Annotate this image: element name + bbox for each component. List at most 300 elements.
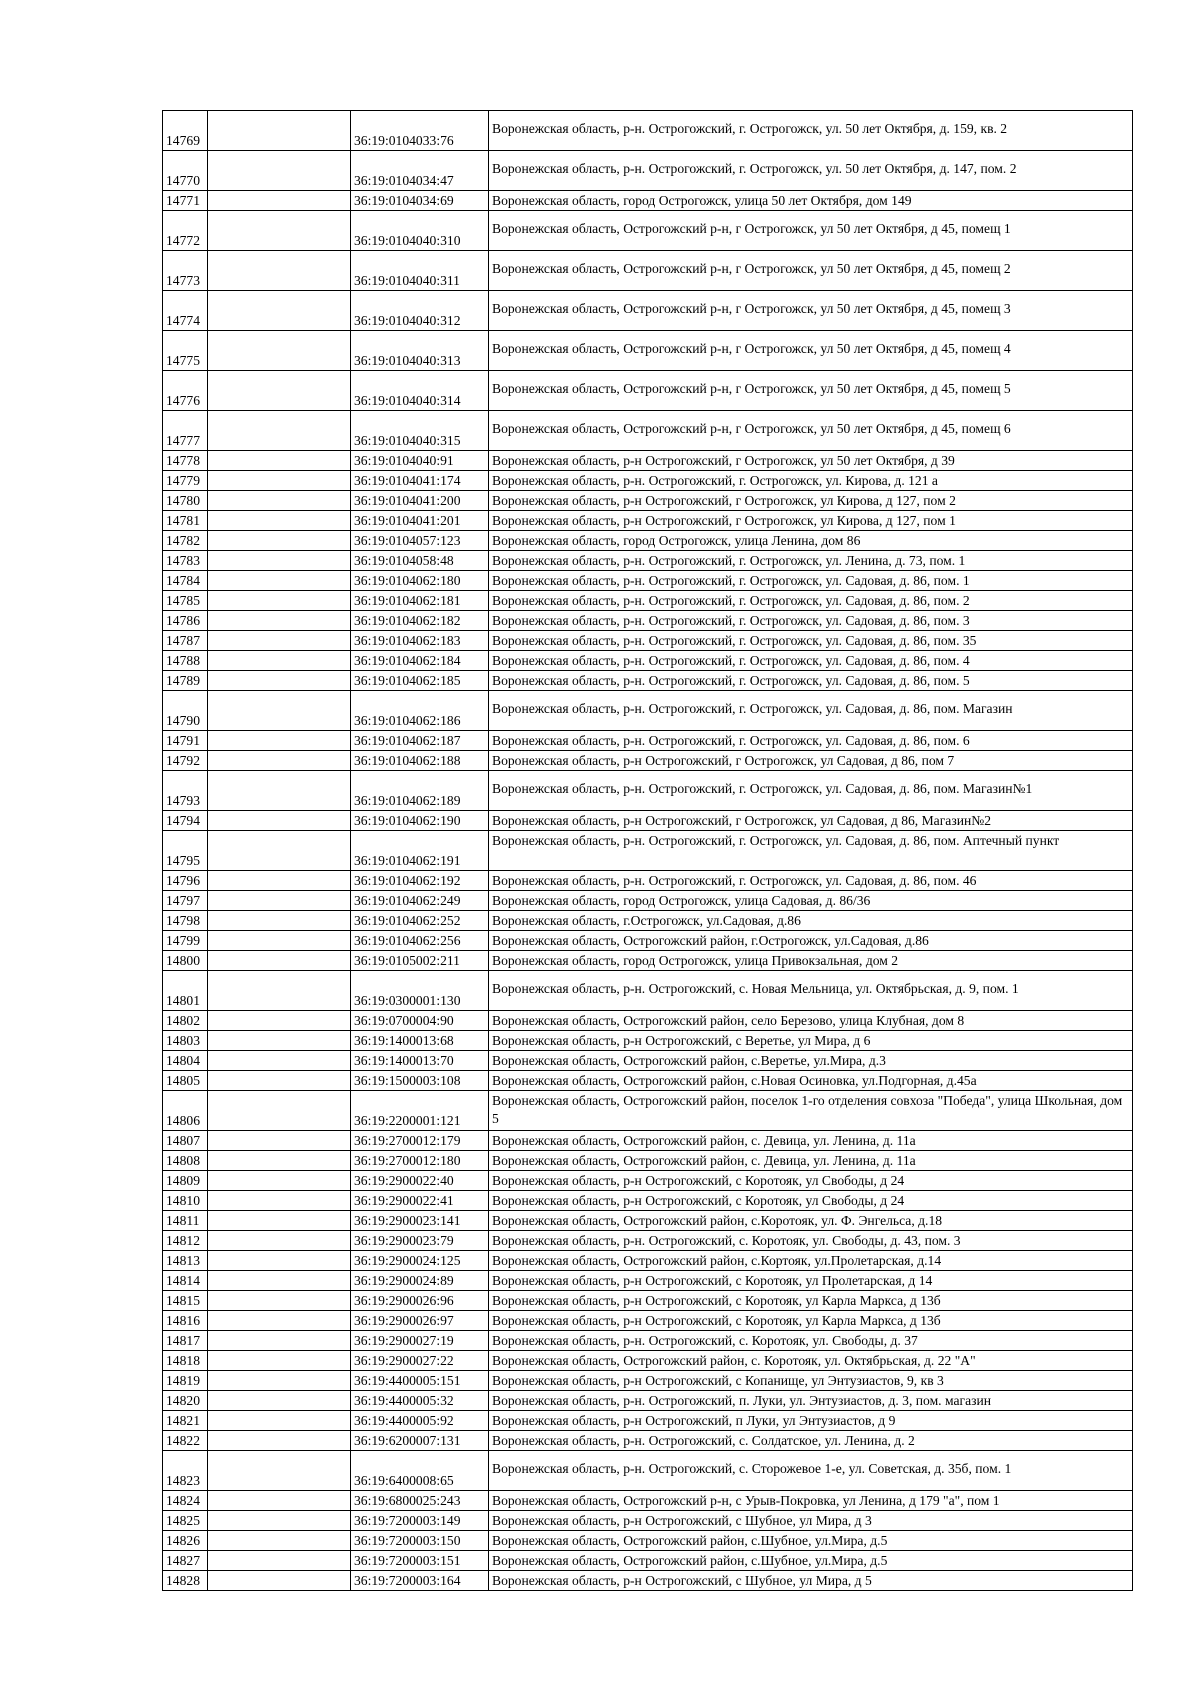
address-cell: Воронежская область, р-н Острогожский, г Острогожск, ул Садовая, д 86, пом 7 xyxy=(489,751,1133,771)
empty-cell xyxy=(208,1311,351,1331)
empty-cell xyxy=(208,251,351,291)
row-number-cell: 14828 xyxy=(163,1571,208,1591)
address-cell: Воронежская область, Острогожский район, село Березово, улица Клубная, дом 8 xyxy=(489,1011,1133,1031)
empty-cell xyxy=(208,871,351,891)
cadastral-number-cell: 36:19:4400005:151 xyxy=(351,1371,489,1391)
row-number-cell: 14784 xyxy=(163,571,208,591)
empty-cell xyxy=(208,771,351,811)
table-row xyxy=(163,1211,1133,1231)
cadastral-number-cell: 36:19:4400005:92 xyxy=(351,1411,489,1431)
address-cell: Воронежская область, р-н Острогожский, с Шубное, ул Мира, д 5 xyxy=(489,1571,1133,1591)
cadastral-number-cell: 36:19:2900026:97 xyxy=(351,1311,489,1331)
table-row xyxy=(163,1411,1133,1431)
empty-cell xyxy=(208,571,351,591)
cadastral-number-cell: 36:19:0104040:311 xyxy=(351,251,489,291)
address-cell: Воронежская область, Острогожский район, с.Шубное, ул.Мира, д.5 xyxy=(489,1531,1133,1551)
empty-cell xyxy=(208,1491,351,1511)
empty-cell xyxy=(208,1271,351,1291)
cadastral-number-cell: 36:19:0104062:249 xyxy=(351,891,489,911)
table-row xyxy=(163,1191,1133,1211)
address-cell: Воронежская область, Острогожский район, с.Шубное, ул.Мира, д.5 xyxy=(489,1551,1133,1571)
table-row xyxy=(163,771,1133,811)
row-number-cell: 14772 xyxy=(163,211,208,251)
cadastral-number-cell: 36:19:0104033:76 xyxy=(351,111,489,151)
table-row xyxy=(163,1451,1133,1491)
table-row xyxy=(163,1171,1133,1191)
row-number-cell: 14801 xyxy=(163,971,208,1011)
row-number-cell: 14806 xyxy=(163,1091,208,1131)
address-cell: Воронежская область, Острогожский район, с. Девица, ул. Ленина, д. 11а xyxy=(489,1151,1133,1171)
row-number-cell: 14812 xyxy=(163,1231,208,1251)
table-row xyxy=(163,751,1133,771)
address-cell: Воронежская область, р-н Острогожский, с Коротояк, ул Свободы, д 24 xyxy=(489,1191,1133,1211)
row-number-cell: 14793 xyxy=(163,771,208,811)
empty-cell xyxy=(208,1551,351,1571)
address-cell: Воронежская область, р-н. Острогожский, с. Коротояк, ул. Свободы, д. 43, пом. 3 xyxy=(489,1231,1133,1251)
address-cell: Воронежская область, р-н. Острогожский, г. Острогожск, ул. Садовая, д. 86, пом. 1 xyxy=(489,571,1133,591)
address-cell: Воронежская область, р-н Острогожский, с Коротояк, ул Пролетарская, д 14 xyxy=(489,1271,1133,1291)
row-number-cell: 14826 xyxy=(163,1531,208,1551)
row-number-cell: 14814 xyxy=(163,1271,208,1291)
table-row xyxy=(163,931,1133,951)
address-cell: Воронежская область, р-н. Острогожский, г. Острогожск, ул. Садовая, д. 86, пом. 5 xyxy=(489,671,1133,691)
address-cell: Воронежская область, Острогожский р-н, г Острогожск, ул 50 лет Октября, д 45, помещ 5 xyxy=(489,371,1133,411)
table-row xyxy=(163,151,1133,191)
address-cell: Воронежская область, р-н. Острогожский, с. Коротояк, ул. Свободы, д. 37 xyxy=(489,1331,1133,1351)
table-row xyxy=(163,1571,1133,1591)
address-cell: Воронежская область, р-н Острогожский, с Коротояк, ул Свободы, д 24 xyxy=(489,1171,1133,1191)
cadastral-number-cell: 36:19:6400008:65 xyxy=(351,1451,489,1491)
cadastral-number-cell: 36:19:0104040:312 xyxy=(351,291,489,331)
table-row xyxy=(163,571,1133,591)
cadastral-number-cell: 36:19:0104041:201 xyxy=(351,511,489,531)
cadastral-number-cell: 36:19:0104062:256 xyxy=(351,931,489,951)
table-row xyxy=(163,1551,1133,1571)
empty-cell xyxy=(208,631,351,651)
address-cell: Воронежская область, Острогожский р-н, г Острогожск, ул 50 лет Октября, д 45, помещ 4 xyxy=(489,331,1133,371)
empty-cell xyxy=(208,331,351,371)
table-row xyxy=(163,1011,1133,1031)
row-number-cell: 14796 xyxy=(163,871,208,891)
empty-cell xyxy=(208,551,351,571)
row-number-cell: 14779 xyxy=(163,471,208,491)
empty-cell xyxy=(208,931,351,951)
cadastral-number-cell: 36:19:0104062:192 xyxy=(351,871,489,891)
empty-cell xyxy=(208,111,351,151)
empty-cell xyxy=(208,591,351,611)
address-cell: Воронежская область, р-н. Острогожский, с. Солдатское, ул. Ленина, д. 2 xyxy=(489,1431,1133,1451)
empty-cell xyxy=(208,891,351,911)
address-cell: Воронежская область, город Острогожск, улица Садовая, д. 86/36 xyxy=(489,891,1133,911)
property-table xyxy=(162,110,1133,1591)
address-cell: Воронежская область, р-н. Острогожский, с. Сторожевое 1-е, ул. Советская, д. 35б, пом. 1 xyxy=(489,1451,1133,1491)
address-cell: Воронежская область, г.Острогожск, ул.Садовая, д.86 xyxy=(489,911,1133,931)
table-row xyxy=(163,251,1133,291)
table-row xyxy=(163,811,1133,831)
address-cell: Воронежская область, Острогожский р-н, г Острогожск, ул 50 лет Октября, д 45, помещ 6 xyxy=(489,411,1133,451)
cadastral-number-cell: 36:19:6800025:243 xyxy=(351,1491,489,1511)
address-cell: Воронежская область, Острогожский район, с.Веретье, ул.Мира, д.3 xyxy=(489,1051,1133,1071)
cadastral-number-cell: 36:19:0104040:314 xyxy=(351,371,489,411)
table-row xyxy=(163,671,1133,691)
row-number-cell: 14805 xyxy=(163,1071,208,1091)
cadastral-number-cell: 36:19:2900024:125 xyxy=(351,1251,489,1271)
address-cell: Воронежская область, р-н. Острогожский, г. Острогожск, ул. Садовая, д. 86, пом. Аптечный пункт xyxy=(489,831,1133,871)
address-cell: Воронежская область, р-н. Острогожский, г. Острогожск, ул. Садовая, д. 86, пом. 6 xyxy=(489,731,1133,751)
row-number-cell: 14809 xyxy=(163,1171,208,1191)
table-row xyxy=(163,371,1133,411)
row-number-cell: 14782 xyxy=(163,531,208,551)
address-cell: Воронежская область, Острогожский район, с.Коротояк, ул. Ф. Энгельса, д.18 xyxy=(489,1211,1133,1231)
row-number-cell: 14785 xyxy=(163,591,208,611)
cadastral-number-cell: 36:19:0104062:185 xyxy=(351,671,489,691)
empty-cell xyxy=(208,691,351,731)
row-number-cell: 14822 xyxy=(163,1431,208,1451)
table-row xyxy=(163,1071,1133,1091)
row-number-cell: 14788 xyxy=(163,651,208,671)
row-number-cell: 14819 xyxy=(163,1371,208,1391)
cadastral-number-cell: 36:19:0104062:189 xyxy=(351,771,489,811)
cadastral-number-cell: 36:19:0104040:313 xyxy=(351,331,489,371)
cadastral-number-cell: 36:19:7200003:150 xyxy=(351,1531,489,1551)
address-cell: Воронежская область, р-н. Острогожский, п. Луки, ул. Энтузиастов, д. 3, пом. магазин xyxy=(489,1391,1133,1411)
address-cell: Воронежская область, р-н Острогожский, с Шубное, ул Мира, д 3 xyxy=(489,1511,1133,1531)
row-number-cell: 14783 xyxy=(163,551,208,571)
table-row xyxy=(163,411,1133,451)
table-row xyxy=(163,1391,1133,1411)
empty-cell xyxy=(208,451,351,471)
row-number-cell: 14775 xyxy=(163,331,208,371)
address-cell: Воронежская область, Острогожский р-н, г Острогожск, ул 50 лет Октября, д 45, помещ 3 xyxy=(489,291,1133,331)
address-cell: Воронежская область, Острогожский район, поселок 1-го отделения совхоза "Победа", улица Школьная, дом 5 xyxy=(489,1091,1133,1131)
empty-cell xyxy=(208,1211,351,1231)
table-row xyxy=(163,211,1133,251)
table-row xyxy=(163,651,1133,671)
cadastral-number-cell: 36:19:0104062:187 xyxy=(351,731,489,751)
table-row xyxy=(163,631,1133,651)
cadastral-number-cell: 36:19:0104057:123 xyxy=(351,531,489,551)
address-cell: Воронежская область, Острогожский район, с. Коротояк, ул. Октябрьская, д. 22 "А" xyxy=(489,1351,1133,1371)
table-row xyxy=(163,491,1133,511)
address-cell: Воронежская область, р-н. Острогожский, г. Острогожск, ул. Ленина, д. 73, пом. 1 xyxy=(489,551,1133,571)
address-cell: Воронежская область, р-н. Острогожский, г. Острогожск, ул. Садовая, д. 86, пом. 35 xyxy=(489,631,1133,651)
row-number-cell: 14799 xyxy=(163,931,208,951)
empty-cell xyxy=(208,1331,351,1351)
row-number-cell: 14777 xyxy=(163,411,208,451)
table-row xyxy=(163,531,1133,551)
table-row xyxy=(163,1311,1133,1331)
table-row xyxy=(163,611,1133,631)
empty-cell xyxy=(208,951,351,971)
address-cell: Воронежская область, Острогожский р-н, г Острогожск, ул 50 лет Октября, д 45, помещ 1 xyxy=(489,211,1133,251)
empty-cell xyxy=(208,1571,351,1591)
row-number-cell: 14825 xyxy=(163,1511,208,1531)
cadastral-number-cell: 36:19:2900027:19 xyxy=(351,1331,489,1351)
table-row xyxy=(163,831,1133,871)
cadastral-number-cell: 36:19:1400013:70 xyxy=(351,1051,489,1071)
empty-cell xyxy=(208,1351,351,1371)
address-cell: Воронежская область, р-н Острогожский, п Луки, ул Энтузиастов, д 9 xyxy=(489,1411,1133,1431)
row-number-cell: 14778 xyxy=(163,451,208,471)
table-row xyxy=(163,291,1133,331)
empty-cell xyxy=(208,1011,351,1031)
cadastral-number-cell: 36:19:2900026:96 xyxy=(351,1291,489,1311)
table-row xyxy=(163,1151,1133,1171)
row-number-cell: 14823 xyxy=(163,1451,208,1491)
address-cell: Воронежская область, р-н Острогожский, г Острогожск, ул 50 лет Октября, д 39 xyxy=(489,451,1133,471)
row-number-cell: 14786 xyxy=(163,611,208,631)
empty-cell xyxy=(208,371,351,411)
row-number-cell: 14811 xyxy=(163,1211,208,1231)
empty-cell xyxy=(208,1391,351,1411)
row-number-cell: 14803 xyxy=(163,1031,208,1051)
empty-cell xyxy=(208,1231,351,1251)
empty-cell xyxy=(208,1031,351,1051)
table-row xyxy=(163,511,1133,531)
address-cell: Воронежская область, город Острогожск, улица Ленина, дом 86 xyxy=(489,531,1133,551)
cadastral-number-cell: 36:19:0104041:174 xyxy=(351,471,489,491)
cadastral-number-cell: 36:19:0104062:252 xyxy=(351,911,489,931)
cadastral-number-cell: 36:19:0104062:182 xyxy=(351,611,489,631)
row-number-cell: 14770 xyxy=(163,151,208,191)
empty-cell xyxy=(208,1191,351,1211)
address-cell: Воронежская область, Острогожский район, с.Новая Осиновка, ул.Подгорная, д.45а xyxy=(489,1071,1133,1091)
empty-cell xyxy=(208,471,351,491)
address-cell: Воронежская область, р-н Острогожский, г Острогожск, ул Садовая, д 86, Магазин№2 xyxy=(489,811,1133,831)
row-number-cell: 14790 xyxy=(163,691,208,731)
empty-cell xyxy=(208,911,351,931)
cadastral-number-cell: 36:19:0104062:184 xyxy=(351,651,489,671)
empty-cell xyxy=(208,811,351,831)
empty-cell xyxy=(208,491,351,511)
empty-cell xyxy=(208,1451,351,1491)
cadastral-number-cell: 36:19:2200001:121 xyxy=(351,1091,489,1131)
row-number-cell: 14800 xyxy=(163,951,208,971)
row-number-cell: 14815 xyxy=(163,1291,208,1311)
cadastral-number-cell: 36:19:0104040:315 xyxy=(351,411,489,451)
cadastral-number-cell: 36:19:1400013:68 xyxy=(351,1031,489,1051)
cadastral-number-cell: 36:19:2700012:179 xyxy=(351,1131,489,1151)
cadastral-number-cell: 36:19:2900022:41 xyxy=(351,1191,489,1211)
address-cell: Воронежская область, Острогожский р-н, с Урыв-Покровка, ул Ленина, д 179 "а", пом 1 xyxy=(489,1491,1133,1511)
row-number-cell: 14827 xyxy=(163,1551,208,1571)
table-row xyxy=(163,111,1133,151)
address-cell: Воронежская область, р-н Острогожский, с Веретье, ул Мира, д 6 xyxy=(489,1031,1133,1051)
empty-cell xyxy=(208,151,351,191)
table-row xyxy=(163,1271,1133,1291)
cadastral-number-cell: 36:19:2900023:141 xyxy=(351,1211,489,1231)
row-number-cell: 14789 xyxy=(163,671,208,691)
empty-cell xyxy=(208,411,351,451)
table-row xyxy=(163,1351,1133,1371)
cadastral-number-cell: 36:19:7200003:164 xyxy=(351,1571,489,1591)
address-cell: Воронежская область, р-н Острогожский, с Коротояк, ул Карла Маркса, д 13б xyxy=(489,1291,1133,1311)
table-row xyxy=(163,911,1133,931)
cadastral-number-cell: 36:19:0700004:90 xyxy=(351,1011,489,1031)
row-number-cell: 14817 xyxy=(163,1331,208,1351)
table-row xyxy=(163,1331,1133,1351)
empty-cell xyxy=(208,1511,351,1531)
address-cell: Воронежская область, Острогожский район, с. Девица, ул. Ленина, д. 11а xyxy=(489,1131,1133,1151)
row-number-cell: 14802 xyxy=(163,1011,208,1031)
row-number-cell: 14820 xyxy=(163,1391,208,1411)
row-number-cell: 14810 xyxy=(163,1191,208,1211)
row-number-cell: 14773 xyxy=(163,251,208,291)
table-row xyxy=(163,1491,1133,1511)
cadastral-number-cell: 36:19:0104062:190 xyxy=(351,811,489,831)
table-row xyxy=(163,1511,1133,1531)
empty-cell xyxy=(208,1371,351,1391)
cadastral-number-cell: 36:19:7200003:151 xyxy=(351,1551,489,1571)
table-row xyxy=(163,1531,1133,1551)
address-cell: Воронежская область, р-н. Острогожский, г. Острогожск, ул. 50 лет Октября, д. 159, кв. 2 xyxy=(489,111,1133,151)
address-cell: Воронежская область, р-н Острогожский, с Коротояк, ул Карла Маркса, д 13б xyxy=(489,1311,1133,1331)
address-cell: Воронежская область, р-н. Острогожский, г. Острогожск, ул. Садовая, д. 86, пом. 2 xyxy=(489,591,1133,611)
table-row xyxy=(163,551,1133,571)
empty-cell xyxy=(208,731,351,751)
row-number-cell: 14795 xyxy=(163,831,208,871)
cadastral-number-cell: 36:19:0104062:188 xyxy=(351,751,489,771)
row-number-cell: 14781 xyxy=(163,511,208,531)
row-number-cell: 14791 xyxy=(163,731,208,751)
cadastral-number-cell: 36:19:0104062:183 xyxy=(351,631,489,651)
table-row xyxy=(163,1251,1133,1271)
cadastral-number-cell: 36:19:0104034:69 xyxy=(351,191,489,211)
address-cell: Воронежская область, город Острогожск, улица 50 лет Октября, дом 149 xyxy=(489,191,1133,211)
row-number-cell: 14780 xyxy=(163,491,208,511)
table-row xyxy=(163,1291,1133,1311)
address-cell: Воронежская область, р-н. Острогожский, г. Острогожск, ул. Садовая, д. 86, пом. 46 xyxy=(489,871,1133,891)
address-cell: Воронежская область, р-н Острогожский, г Острогожск, ул Кирова, д 127, пом 1 xyxy=(489,511,1133,531)
address-cell: Воронежская область, р-н. Острогожский, г. Острогожск, ул. Садовая, д. 86, пом. 4 xyxy=(489,651,1133,671)
row-number-cell: 14771 xyxy=(163,191,208,211)
table-row xyxy=(163,1371,1133,1391)
empty-cell xyxy=(208,971,351,1011)
empty-cell xyxy=(208,1251,351,1271)
address-cell: Воронежская область, р-н. Острогожский, с. Новая Мельница, ул. Октябрьская, д. 9, пом. 1 xyxy=(489,971,1133,1011)
cadastral-number-cell: 36:19:7200003:149 xyxy=(351,1511,489,1531)
cadastral-number-cell: 36:19:2900024:89 xyxy=(351,1271,489,1291)
empty-cell xyxy=(208,211,351,251)
table-row xyxy=(163,1031,1133,1051)
empty-cell xyxy=(208,751,351,771)
row-number-cell: 14794 xyxy=(163,811,208,831)
empty-cell xyxy=(208,1531,351,1551)
address-cell: Воронежская область, р-н. Острогожский, г. Острогожск, ул. Садовая, д. 86, пом. Магазин№1 xyxy=(489,771,1133,811)
row-number-cell: 14807 xyxy=(163,1131,208,1151)
table-row xyxy=(163,971,1133,1011)
cadastral-number-cell: 36:19:0104040:91 xyxy=(351,451,489,471)
cadastral-number-cell: 36:19:0104041:200 xyxy=(351,491,489,511)
row-number-cell: 14821 xyxy=(163,1411,208,1431)
empty-cell xyxy=(208,651,351,671)
row-number-cell: 14769 xyxy=(163,111,208,151)
table-row xyxy=(163,1091,1133,1131)
cadastral-number-cell: 36:19:4400005:32 xyxy=(351,1391,489,1411)
empty-cell xyxy=(208,1151,351,1171)
empty-cell xyxy=(208,1071,351,1091)
address-cell: Воронежская область, Острогожский р-н, г Острогожск, ул 50 лет Октября, д 45, помещ 2 xyxy=(489,251,1133,291)
row-number-cell: 14813 xyxy=(163,1251,208,1271)
row-number-cell: 14797 xyxy=(163,891,208,911)
cadastral-number-cell: 36:19:0104040:310 xyxy=(351,211,489,251)
empty-cell xyxy=(208,1091,351,1131)
empty-cell xyxy=(208,831,351,871)
cadastral-number-cell: 36:19:0105002:211 xyxy=(351,951,489,971)
cadastral-number-cell: 36:19:2900027:22 xyxy=(351,1351,489,1371)
cadastral-number-cell: 36:19:0104062:181 xyxy=(351,591,489,611)
table-row xyxy=(163,1131,1133,1151)
table-row xyxy=(163,1231,1133,1251)
row-number-cell: 14818 xyxy=(163,1351,208,1371)
cadastral-number-cell: 36:19:0300001:130 xyxy=(351,971,489,1011)
empty-cell xyxy=(208,1131,351,1151)
table-row xyxy=(163,331,1133,371)
cadastral-number-cell: 36:19:0104062:180 xyxy=(351,571,489,591)
table-row xyxy=(163,471,1133,491)
cadastral-number-cell: 36:19:0104058:48 xyxy=(351,551,489,571)
address-cell: Воронежская область, р-н Острогожский, г Острогожск, ул Кирова, д 127, пом 2 xyxy=(489,491,1133,511)
empty-cell xyxy=(208,1051,351,1071)
table-row xyxy=(163,731,1133,751)
row-number-cell: 14824 xyxy=(163,1491,208,1511)
cadastral-number-cell: 36:19:0104062:186 xyxy=(351,691,489,731)
row-number-cell: 14816 xyxy=(163,1311,208,1331)
table-row xyxy=(163,951,1133,971)
empty-cell xyxy=(208,511,351,531)
address-cell: Воронежская область, Острогожский район, с.Кортояк, ул.Пролетарская, д.14 xyxy=(489,1251,1133,1271)
address-cell: Воронежская область, р-н. Острогожский, г. Острогожск, ул. Садовая, д. 86, пом. Магазин xyxy=(489,691,1133,731)
empty-cell xyxy=(208,291,351,331)
empty-cell xyxy=(208,611,351,631)
empty-cell xyxy=(208,1171,351,1191)
row-number-cell: 14804 xyxy=(163,1051,208,1071)
address-cell: Воронежская область, город Острогожск, улица Привокзальная, дом 2 xyxy=(489,951,1133,971)
address-cell: Воронежская область, р-н. Острогожский, г. Острогожск, ул. 50 лет Октября, д. 147, пом. 2 xyxy=(489,151,1133,191)
cadastral-number-cell: 36:19:2900022:40 xyxy=(351,1171,489,1191)
table-row xyxy=(163,591,1133,611)
table-row xyxy=(163,691,1133,731)
address-cell: Воронежская область, Острогожский район, г.Острогожск, ул.Садовая, д.86 xyxy=(489,931,1133,951)
table-body xyxy=(163,111,1133,1591)
row-number-cell: 14776 xyxy=(163,371,208,411)
address-cell: Воронежская область, р-н. Острогожский, г. Острогожск, ул. Кирова, д. 121 а xyxy=(489,471,1133,491)
empty-cell xyxy=(208,1431,351,1451)
row-number-cell: 14792 xyxy=(163,751,208,771)
table-row xyxy=(163,191,1133,211)
address-cell: Воронежская область, р-н Острогожский, с Копанище, ул Энтузиастов, 9, кв 3 xyxy=(489,1371,1133,1391)
cadastral-number-cell: 36:19:6200007:131 xyxy=(351,1431,489,1451)
empty-cell xyxy=(208,1411,351,1431)
address-cell: Воронежская область, р-н. Острогожский, г. Острогожск, ул. Садовая, д. 86, пом. 3 xyxy=(489,611,1133,631)
row-number-cell: 14798 xyxy=(163,911,208,931)
row-number-cell: 14774 xyxy=(163,291,208,331)
empty-cell xyxy=(208,191,351,211)
table-row xyxy=(163,871,1133,891)
empty-cell xyxy=(208,531,351,551)
cadastral-number-cell: 36:19:0104062:191 xyxy=(351,831,489,871)
empty-cell xyxy=(208,1291,351,1311)
table-row xyxy=(163,891,1133,911)
table-row xyxy=(163,1431,1133,1451)
cadastral-number-cell: 36:19:2700012:180 xyxy=(351,1151,489,1171)
cadastral-number-cell: 36:19:1500003:108 xyxy=(351,1071,489,1091)
row-number-cell: 14787 xyxy=(163,631,208,651)
empty-cell xyxy=(208,671,351,691)
cadastral-number-cell: 36:19:0104034:47 xyxy=(351,151,489,191)
table-row xyxy=(163,451,1133,471)
table-row xyxy=(163,1051,1133,1071)
